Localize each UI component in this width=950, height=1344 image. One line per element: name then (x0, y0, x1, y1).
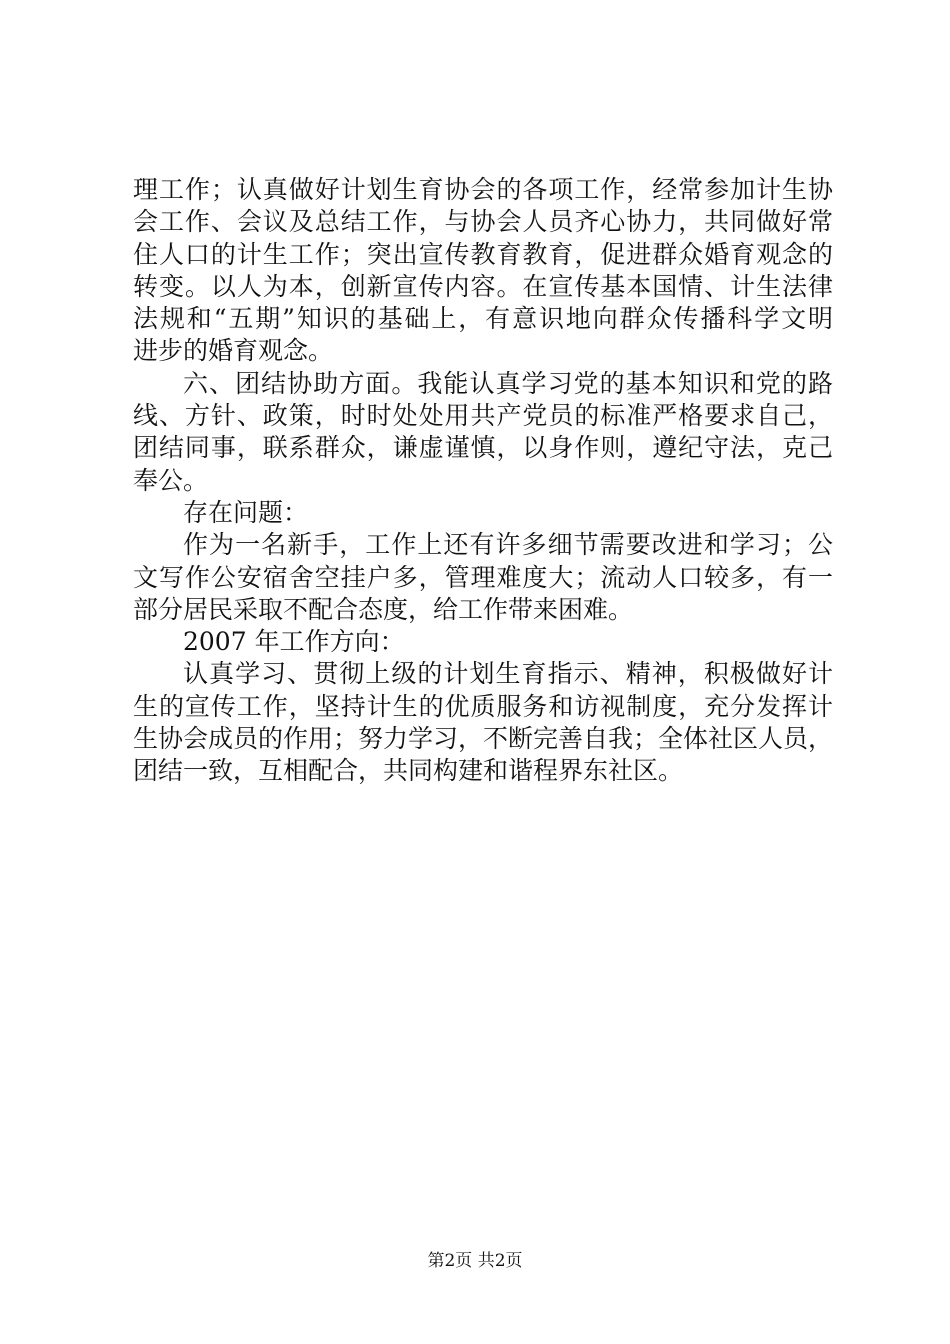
text-line: 理工作；认真做好计划生育协会的各项工作，经常参加计生协 (133, 175, 833, 204)
text-line: 认真学习、贯彻上级的计划生育指示、精神，积极做好计 (183, 659, 833, 689)
text-line: 团结一致，互相配合，共同构建和谐程界东社区。 (133, 756, 684, 786)
section-heading: 2007 年工作方向： (183, 627, 405, 657)
section-heading-line: 六、团结协助方面。我能认真学习党的基本知识和党的路 (183, 368, 833, 398)
document-body (133, 174, 833, 788)
text-line: 线、方针、政策，时时处处用共产党员的标准严格要求自己， (133, 401, 833, 431)
text-line: 法规和“五期”知识的基础上，有意识地向群众传播科学文明 (133, 304, 833, 334)
text-line: 部分居民采取不配合态度，给工作带来困难。 (133, 594, 634, 624)
text-line: 住人口的计生工作；突出宣传教育教育，促进群众婚育观念的 (133, 239, 833, 269)
text-line: 会工作、会议及总结工作，与协会人员齐心协力，共同做好常 (133, 207, 833, 237)
text-line: 奉公。 (133, 465, 209, 495)
text-line: 生的宣传工作，坚持计生的优质服务和访视制度，充分发挥计 (133, 691, 833, 721)
text-line: 文写作公安宿舍空挂户多，管理难度大；流动人口较多，有一 (133, 562, 833, 592)
text-line: 作为一名新手，工作上还有许多细节需要改进和学习；公 (183, 530, 833, 560)
text-line: 生协会成员的作用；努力学习，不断完善自我；全体社区人员， (133, 724, 834, 754)
text-line: 进步的婚育观念。 (133, 336, 334, 366)
text-line: 转变。以人为本，创新宣传内容。在宣传基本国情、计生法律 (133, 271, 833, 301)
section-heading: 存在问题： (183, 497, 309, 527)
text-line: 团结同事，联系群众，谦虚谨慎，以身作则，遵纪守法，克己 (133, 433, 833, 463)
page-number-footer: 第2页 共2页 (427, 1251, 523, 1271)
